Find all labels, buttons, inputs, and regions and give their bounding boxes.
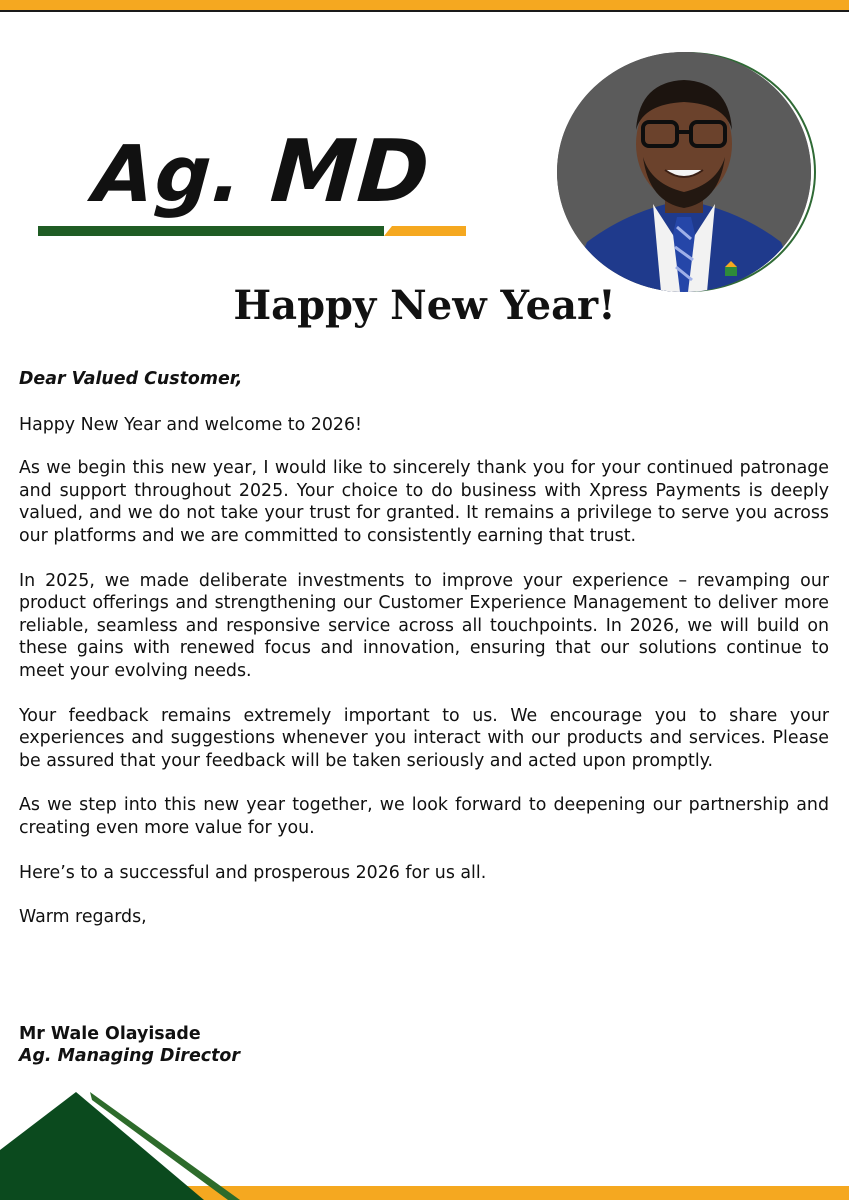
paragraph-investments: In 2025, we made deliberate investments to improve your experience – revamping our product offerings and strengthening our Customer Experience Management to deliver more reliable, seamless and responsive service across all touchpoints. In 2026, we will build on these gains with renewed focus and innovation, ensuring that our solutions continue to meet your evolving needs.: [19, 570, 829, 681]
signer-title: Ag. Managing Director: [19, 1046, 240, 1066]
salutation: Dear Valued Customer,: [19, 369, 243, 389]
heading-main: MD: [267, 122, 434, 222]
page-heading: [91, 122, 434, 222]
paragraph-thanks: As we begin this new year, I would like to sincerely thank you for your continued patronage and support throughout 2025. Your choice to do business with Xpress Payments is deeply valued, and we do not take your trust for granted. It remains a privilege to serve you across our platforms and we are committed to consistently earning that trust.: [19, 458, 829, 546]
letter-body: [19, 368, 829, 929]
paragraph-partnership: As we step into this new year together, we look forward to deepening our partnership and creating even more value for you.: [19, 795, 829, 838]
greeting-title: Happy New Year!: [233, 282, 616, 329]
bottom-orange-bar: [180, 1186, 849, 1200]
bottom-green-triangle: [0, 1092, 204, 1200]
header-block: [38, 122, 468, 242]
paragraph-welcome: Happy New Year and welcome to 2026!: [19, 414, 363, 435]
director-portrait: [557, 52, 811, 292]
paragraph-feedback: Your feedback remains extremely important to us. We encourage you to share your experiences and suggestions whenever you interact with our products and services. Please be assured that your feedback will be taken seriously and acted upon promptly.: [19, 705, 829, 771]
portrait-illustration: [557, 52, 811, 292]
closing: Warm regards,: [19, 907, 147, 928]
heading-prefix: Ag.: [90, 130, 246, 220]
top-accent-bar: [0, 0, 849, 12]
heading-underline-orange: [384, 226, 466, 236]
bottom-decoration: [0, 1086, 849, 1200]
signer-name: Mr Wale Olayisade: [19, 1024, 201, 1044]
heading-underline-green: [38, 226, 384, 236]
paragraph-toast: Here’s to a successful and prosperous 2026 for us all.: [19, 862, 487, 883]
